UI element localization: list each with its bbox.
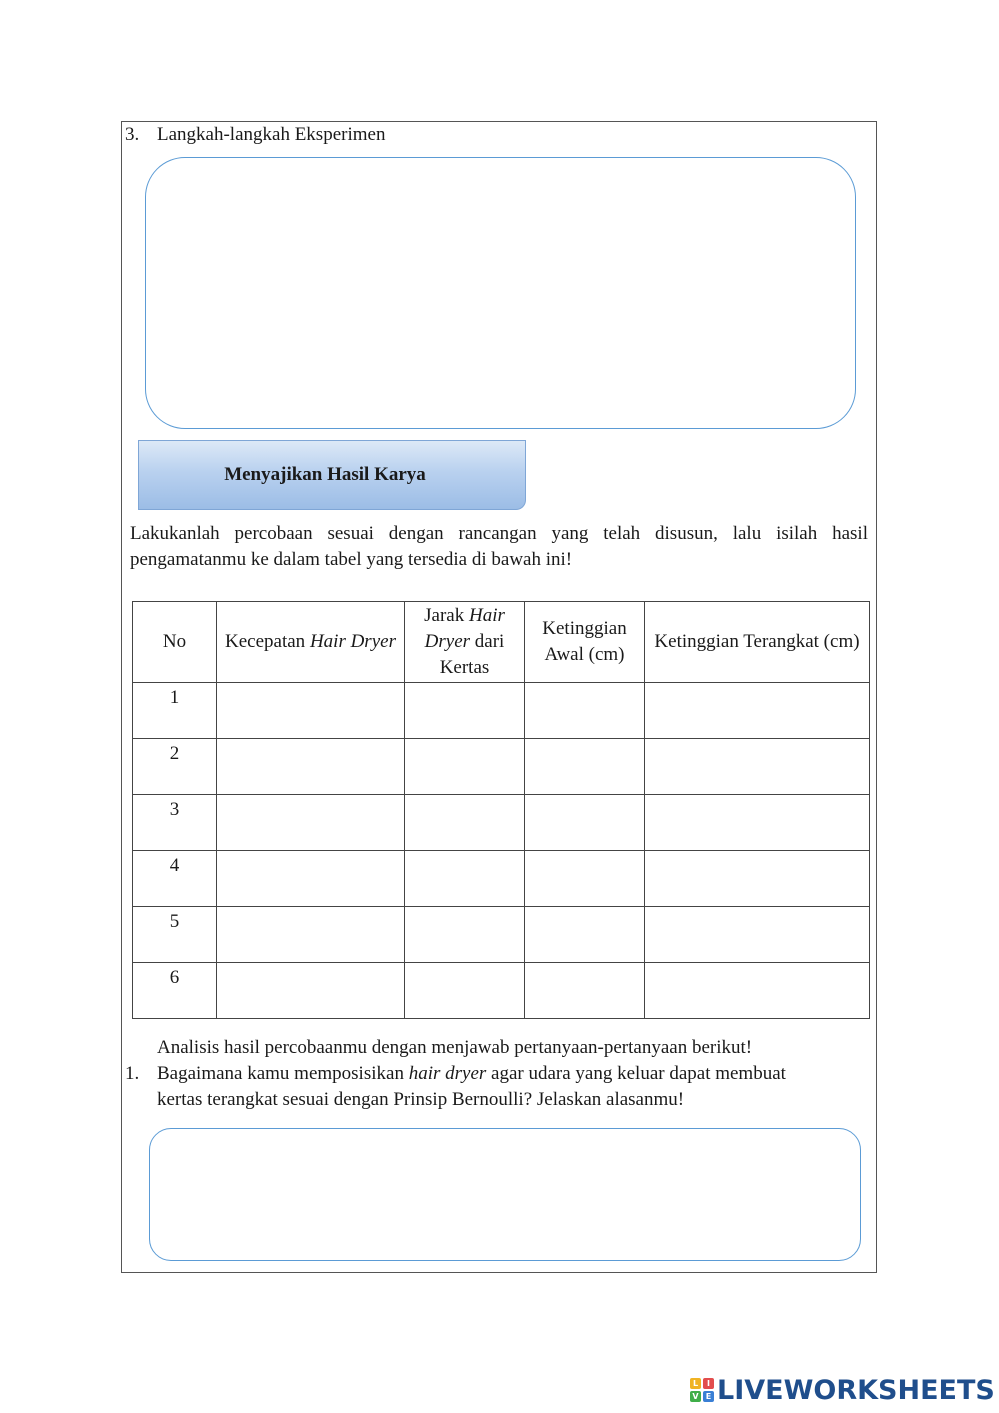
lifted-height-cell[interactable] [645,795,870,851]
instruction-line-2: pengamatanmu ke dalam tabel yang tersedia di bawah ini! [130,549,573,570]
header-distance-plain-1: Jarak [424,605,465,626]
header-distance-plain-2: dari Kertas [439,631,505,678]
header-lifted-height: Ketinggian Terangkat (cm) [645,602,870,683]
initial-height-cell[interactable] [525,963,645,1019]
header-no: No [133,602,217,683]
initial-height-cell[interactable] [525,795,645,851]
experiment-steps-answer-box[interactable] [145,157,856,429]
question-1-part-1: Bagaimana kamu memposisikan [157,1063,404,1084]
row-number: 5 [133,907,217,963]
header-speed [217,602,405,683]
distance-cell[interactable] [405,739,525,795]
distance-cell[interactable] [405,683,525,739]
logo-square: V [690,1391,701,1402]
instruction-paragraph [130,521,868,573]
logo-square: L [690,1378,701,1389]
question-1-number: 1. [125,1063,140,1084]
instruction-line-1: Lakukanlah percobaan sesuai dengan rancangan yang telah disusun, lalu isilah hasil [130,523,868,544]
speed-cell[interactable] [217,963,405,1019]
logo-text: LIVEWORKSHEETS [717,1374,995,1406]
row-number: 2 [133,739,217,795]
question-1-part-2: agar udara yang keluar dapat membuat [491,1063,786,1084]
table-row [133,683,870,739]
table-row [133,963,870,1019]
initial-height-cell[interactable] [525,739,645,795]
lifted-height-cell[interactable] [645,963,870,1019]
speed-cell[interactable] [217,907,405,963]
distance-cell[interactable] [405,851,525,907]
row-number: 3 [133,795,217,851]
header-speed-plain: Kecepatan [225,631,306,652]
speed-cell[interactable] [217,851,405,907]
speed-cell[interactable] [217,739,405,795]
initial-height-cell[interactable] [525,907,645,963]
table-row [133,739,870,795]
row-number: 4 [133,851,217,907]
lifted-height-cell[interactable] [645,683,870,739]
speed-cell[interactable] [217,795,405,851]
results-banner [138,440,526,510]
question-1-line-2: kertas terangkat sesuai dengan Prinsip Bernoulli? Jelaskan alasanmu! [157,1089,685,1110]
table-row [133,851,870,907]
distance-cell[interactable] [405,907,525,963]
row-number: 6 [133,963,217,1019]
header-distance [405,602,525,683]
lifted-height-cell[interactable] [645,851,870,907]
section-3-title: Langkah-langkah Eksperimen [157,124,386,145]
table-row [133,795,870,851]
section-3-number: 3. [125,124,140,145]
header-initial-height: Ketinggian Awal (cm) [525,602,645,683]
question-1-italic: hair dryer [408,1063,487,1084]
lifted-height-cell[interactable] [645,739,870,795]
initial-height-cell[interactable] [525,683,645,739]
liveworksheets-logo [690,1374,995,1406]
question-1-answer-box[interactable] [149,1128,861,1261]
distance-cell[interactable] [405,963,525,1019]
header-speed-italic: Hair Dryer [309,631,396,652]
logo-squares-icon [690,1378,714,1402]
observation-table [132,601,870,1019]
analysis-intro: Analisis hasil percobaanmu dengan menjawab pertanyaan-pertanyaan berikut! [157,1037,753,1058]
speed-cell[interactable] [217,683,405,739]
question-1-text [157,1061,857,1087]
header-distance-italic: Hair Dryer [424,605,505,652]
logo-square: E [703,1391,714,1402]
logo-square: I [703,1378,714,1389]
table-row [133,907,870,963]
distance-cell[interactable] [405,795,525,851]
row-number: 1 [133,683,217,739]
lifted-height-cell[interactable] [645,907,870,963]
table-header-row [133,602,870,683]
results-banner-title: Menyajikan Hasil Karya [224,464,426,485]
initial-height-cell[interactable] [525,851,645,907]
